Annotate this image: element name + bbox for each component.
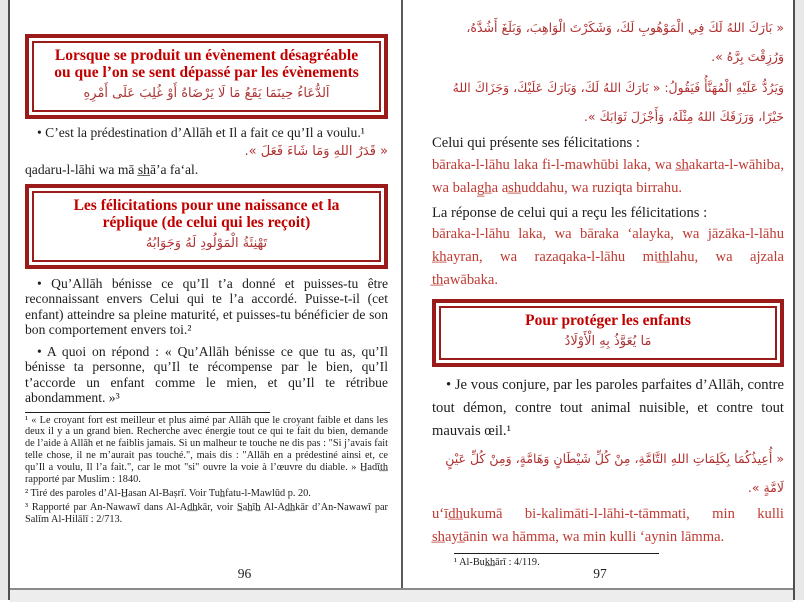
body-paragraph-predestination: • C’est la prédestination d’Allāh et Il a fait ce qu’Il a voulu.¹ [37,125,365,140]
section-title-line2: réplique (de celui qui les reçoit) [102,213,311,231]
arabic-quote-felicitation: « بَارَكَ اللهُ لَكَ فِي الْمَوْهُوبِ لَكَ، وَشَكَرْتَ الْوَاهِبَ، وَبَلَغَ أَشُدَّهُ، وَرُزِقْتَ بِرَّهُ ». [466,20,784,64]
arabic-quote-protection: « أُعِيذُكُمَا بِكَلِمَاتِ اللهِ التَّامَّةِ، مِنْ كُلِّ شَيْطَانٍ وَهَامَّةٍ، وَمِنْ كُلِّ عَيْنٍ لَامَّةٍ ». [445,451,784,495]
transliteration-reply: bāraka-l-lāhu laka, wa bāraka ‘alayka, wa jāzāka-l-lāhu k̲h̲ayran, wa razaqaka-l-lāhu mit̲h̲lahu, wa ajzala t̲h̲awābaka. [432,226,784,288]
page-right [432,0,784,581]
section-title-arabic: تَهْنِئَةُ الْمَوْلُودِ لَهُ وَجَوَابُهُ [145,235,268,251]
section-title-arabic: مَا يُعَوَّذُ بِهِ الْأَوْلَادُ [564,334,652,349]
transliteration-protection: u‘īd̲h̲ukumā bi-kalimāti-l-lāhi-t-tāmmati, min kulli s̲h̲ayt̲ānin wa hāmma, wa min kulli ‘aynin lāmma. [432,506,784,545]
transliteration-felicitation: bāraka-l-lāhu laka fi-l-mawhūbi laka, wa s̲h̲akarta-l-wāhiba, wa balag̲h̲a as̲h̲uddahu, wa ruziqta birrahu. [432,157,784,196]
section-header-box-felicitations [25,184,388,269]
label-response: La réponse de celui qui a reçu les félicitations : [432,205,708,221]
section-header-box-dua-event [25,34,388,119]
arabic-quote-qadar: « قَدَرُ اللهِ وَمَا شَاءَ فَعَلَ ». [244,143,388,159]
section-header-inner [32,41,381,112]
footnote-2: ² Tiré des paroles d’Al-H̲asan Al-Baṣrī. Voir Tuh̲fatu-l-Mawlūd p. 20. [25,487,311,499]
page-spine-divider [401,0,403,594]
section-title-line2: ou que l’on se sent dépassé par les évènements [54,64,359,81]
footnote-3: ³ Rapporté par An-Nawawī dans Al-Ad̲h̲kār, voir S̲ah̲īh̲ Al-Ad̲h̲kār d’An-Nawawī par Salīm Al-Hilālī : 2/713. [25,501,388,525]
footnote-1: ¹ Al-Buk̲h̲ārī : 4/119. [454,557,540,568]
footnote-1: ¹ « Le croyant fort est meilleur et plus aimé par Allāh que le croyant faible et dans les deux il y a un grand bien. Recherche avec énergie tout ce qui te fait du bien, demande de l’aide à Allāh et ne faiblis jamais. Si un malheur te touche ne dis pas : "Si j’avais fait telle chose, il ne m’aurait pas touché.", mais dis : "Allāh en a prédestiné ainsi et, ce qu’Il a voulu, Il l’a fait.", car le mot "si" ouvre la voie à l’œuvre du diable. » H̲adīt̲h̲ rapporté par Muslim : 1840. [25,414,388,486]
label-presenter: Celui qui présente ses félicitations : [432,135,640,151]
arabic-quote-reply: وَيَرُدُّ عَلَيْهِ الْمُهَنَّأُ فَيَقُولُ: « بَارَكَ اللهُ لَكَ، وَبَارَكَ عَلَيْكَ، وَجَزَاكَ اللهُ خَيْرًا، وَرَزَقَكَ اللهُ مِثْلَهُ، وَأَجْزَلَ ثَوَابَكَ ». [452,80,784,124]
section-title-line1: Les félicitations pour une naissance et la [73,196,340,214]
section-header-inner [439,306,777,360]
scan-edge-left [0,0,10,600]
section-title-line1: Lorsque se produit un évènement désagréable [54,47,359,64]
section-header-box-protect-children [432,299,784,367]
section-title: Pour protéger les enfants [525,312,691,329]
page-number: 96 [237,566,252,581]
body-paragraph-reply: • A quoi on répond : « Qu’Allāh bénisse ce que tu as, qu’Il bénisse ta personne, qu’Il te récompense par le bien, qu’Il t’accorde un enfant comme le mien, et qu’Il te rétribue abondamment. »³ [25,343,388,405]
transliteration-qadar: qadaru-l-lāhi wa mā s̲h̲ā’a fa‘al. [25,161,199,177]
section-title-arabic: اَلدُّعَاءُ حِينَمَا يَقَعُ مَا لَا يَرْضَاهُ أَوْ غُلِبَ عَلَى أَمْرِهِ [83,86,330,101]
page-number: 97 [593,566,607,581]
page-left [25,0,388,581]
body-paragraph-blessing: • Qu’Allāh bénisse ce qu’Il t’a donné et puisses-tu être reconnaissant envers Celui qui te l’a accordé. Puisse-t-il (cet enfant) atteindre sa pleine maturité, et puisses-tu bénéficier de son bon comportement envers toi.² [25,275,388,337]
body-paragraph-protection: • Je vous conjure, par les paroles parfaites d’Allāh, contre tout démon, contre tout animal nuisible, et contre tout mauvais œil.¹ [432,377,784,439]
scan-edge-right [793,0,804,600]
section-header-inner [32,191,381,262]
